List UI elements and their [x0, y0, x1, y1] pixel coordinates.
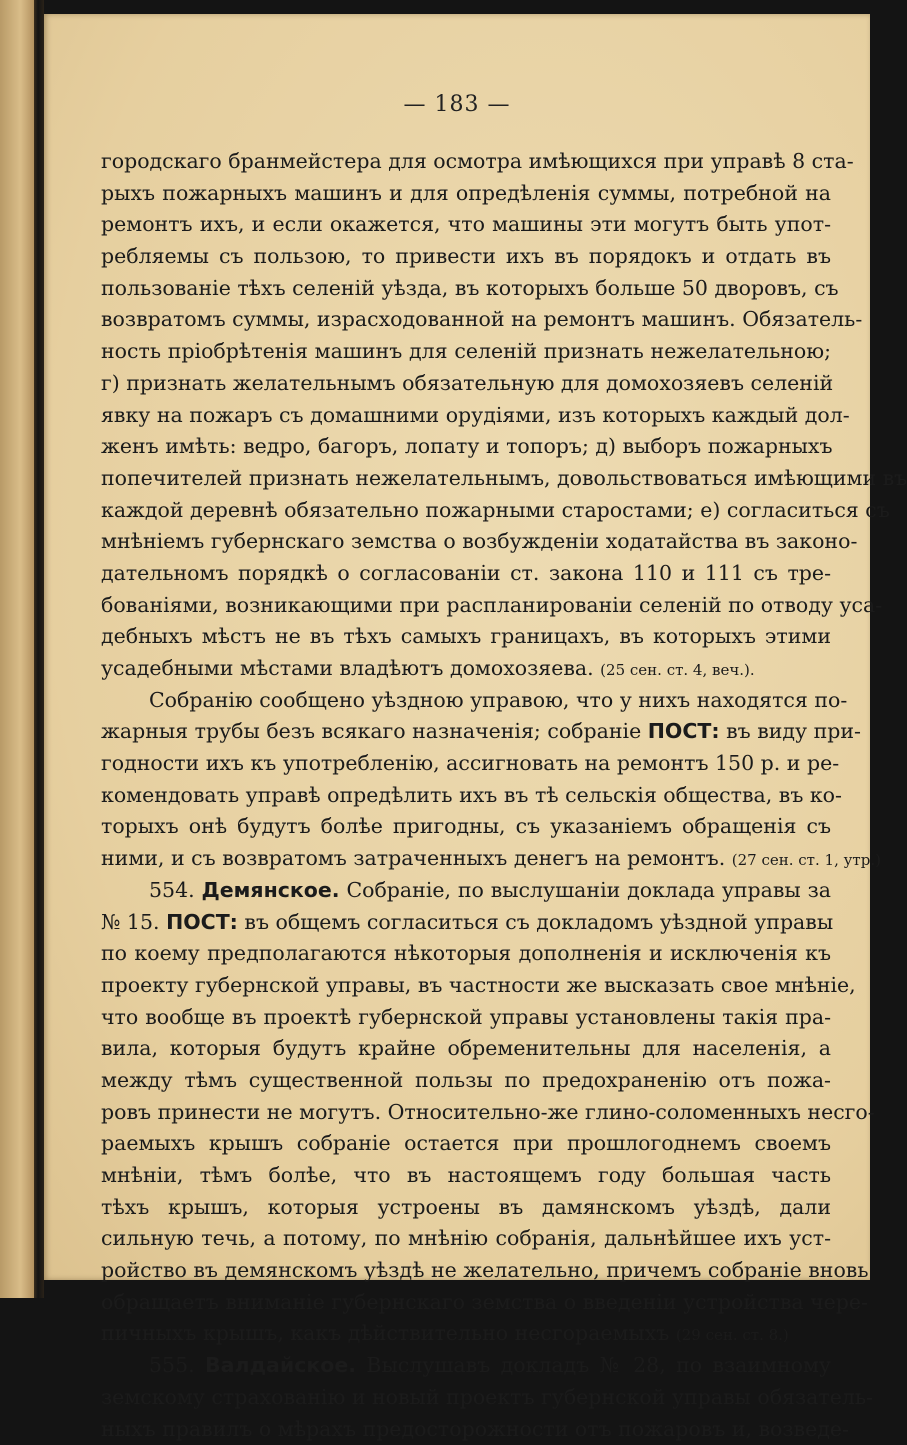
line-text: что вообще въ проектѣ губернской управы установлены такія пра-	[101, 1005, 831, 1029]
text-line	[101, 304, 831, 336]
line-text: годности ихъ къ употребленію, ассигновать на ремонтъ 150 р. и ре-	[101, 751, 839, 775]
line-text: Собраніе, по выслушаніи доклада управы за	[346, 878, 831, 902]
text-line	[101, 907, 831, 939]
text-line	[101, 653, 831, 685]
text-line	[101, 558, 831, 590]
session-reference: (25 сен. ст. 4, веч.).	[600, 661, 754, 679]
book-page	[44, 14, 870, 1280]
text-line	[101, 1318, 831, 1350]
line-text: дательномъ порядкѣ о согласованіи ст. закона 110 и 111 съ тре-	[101, 561, 831, 585]
text-line	[101, 1033, 831, 1065]
text-line	[101, 970, 831, 1002]
line-text: возвратомъ суммы, израсходованной на ремонтъ машинъ. Обязатель-	[101, 307, 862, 331]
line-text: ремонтъ ихъ, и если окажется, что машины эти могутъ быть упот-	[101, 212, 831, 236]
text-line	[101, 526, 831, 558]
text-line	[101, 273, 831, 305]
text-line	[101, 1350, 831, 1382]
line-text: бованіями, возникающими при распланированіи селеній по отводу уса-	[101, 593, 882, 617]
line-text: дебныхъ мѣстъ не въ тѣхъ самыхъ границахъ, въ которыхъ этими	[101, 624, 831, 648]
line-text: пользованіе тѣхъ селеній уѣзда, въ которыхъ больше 50 дворовъ, съ	[101, 276, 839, 300]
line-text: рыхъ пожарныхъ машинъ и для опредѣленія суммы, потребной на	[101, 181, 831, 205]
line-text: мнѣніемъ губернскаго земства о возбужденіи ходатайства въ законо-	[101, 529, 857, 553]
line-text: обращаетъ вниманіе губернскаго земства о введеніи устройства чере-	[101, 1290, 868, 1314]
text-line	[101, 463, 831, 495]
line-text: между тѣмъ существенной пользы по предохраненію отъ пожа-	[101, 1068, 831, 1092]
page-number: — 183 —	[44, 92, 870, 117]
session-reference: (29 сен. ст. 8.)	[676, 1326, 789, 1344]
text-line	[101, 938, 831, 970]
text-line	[101, 685, 831, 717]
text-line	[101, 590, 831, 622]
text-line	[101, 1287, 831, 1319]
text-line	[101, 336, 831, 368]
line-text: Выслушавъ докладъ № 28, по взаимному	[366, 1353, 831, 1377]
text-line	[101, 1065, 831, 1097]
line-text: комендовать управѣ опредѣлить ихъ въ тѣ сельскія общества, въ ко-	[101, 783, 842, 807]
line-text: торыхъ онѣ будутъ болѣе пригодны, съ указаніемъ обращенія съ	[101, 814, 831, 838]
line-text: 555.	[149, 1353, 195, 1377]
text-line	[101, 209, 831, 241]
line-text: ныхъ правилъ о мѣрахъ предосторожности отъ пожаровъ и, возведе-	[101, 1417, 849, 1441]
line-text: явку на пожаръ съ домашними орудіями, изъ которыхъ каждый дол-	[101, 403, 850, 427]
text-line	[101, 843, 831, 875]
text-line	[101, 875, 831, 907]
line-text: усадебными мѣстами владѣютъ домохозяева.	[101, 656, 594, 680]
text-line	[101, 1414, 831, 1445]
line-text: въ общемъ согласиться съ докладомъ уѣздной управы	[244, 910, 833, 934]
line-text: городскаго бранмейстера для осмотра имѣющихся при управѣ 8 ста-	[101, 149, 854, 173]
line-text: Собранію сообщено уѣздною управою, что у нихъ находятся по-	[149, 688, 847, 712]
line-text: попечителей признать нежелательнымъ, довольствоваться имѣющими въ	[101, 466, 907, 490]
line-text: вила, которыя будутъ крайне обременительны для населенія, а	[101, 1036, 831, 1060]
text-line	[101, 1160, 831, 1192]
line-text: № 15.	[101, 910, 160, 934]
bold-term: Валдайское.	[205, 1353, 356, 1377]
text-line	[101, 495, 831, 527]
book-gutter	[34, 0, 44, 1298]
line-text: жарныя трубы безъ всякаго назначенія; собраніе	[101, 719, 641, 743]
text-line	[101, 178, 831, 210]
line-text: ровъ принести не могутъ. Относительно-же глино-соломенныхъ несго-	[101, 1100, 875, 1124]
text-line	[101, 780, 831, 812]
page-text	[101, 146, 831, 1445]
text-line	[101, 1223, 831, 1255]
line-text: по коему предполагаются нѣкоторыя дополненія и исключенія къ	[101, 941, 831, 965]
text-line	[101, 1382, 831, 1414]
text-line	[101, 716, 831, 748]
text-line	[101, 748, 831, 780]
text-line	[101, 1192, 831, 1224]
text-line	[101, 1097, 831, 1129]
bold-term: Демянское.	[202, 878, 340, 902]
line-text: проекту губернской управы, въ частности же высказать свое мнѣніе,	[101, 973, 856, 997]
text-line	[101, 400, 831, 432]
line-text: земскому страхованію и новый проектъ губернской управы обязатель-	[101, 1385, 873, 1409]
line-text: пичныхъ крышъ, какъ дѣйствительно несгораемыхъ	[101, 1321, 669, 1345]
line-text: женъ имѣть: ведро, багоръ, лопату и топоръ; д) выборъ пожарныхъ	[101, 434, 833, 458]
text-line	[101, 1128, 831, 1160]
line-text: мнѣніи, тѣмъ болѣе, что въ настоящемъ году большая часть	[101, 1163, 831, 1187]
bold-term: ПОСТ:	[166, 910, 238, 934]
line-text: ройство въ демянскомъ уѣздѣ не желательно, причемъ собраніе вновь	[101, 1258, 869, 1282]
text-line	[101, 431, 831, 463]
text-line	[101, 1002, 831, 1034]
text-line	[101, 811, 831, 843]
bold-term: ПОСТ:	[648, 719, 720, 743]
text-line	[101, 146, 831, 178]
line-text: г) признать желательнымъ обязательную для домохозяевъ селеній	[101, 371, 833, 395]
text-line	[101, 368, 831, 400]
line-text: каждой деревнѣ обязательно пожарными старостами; е) согласиться съ	[101, 498, 890, 522]
line-text: тѣхъ крышъ, которыя устроены въ дамянскомъ уѣздѣ, дали	[101, 1195, 831, 1219]
session-reference: (27 сен. ст. 1, утр.)	[732, 851, 881, 869]
line-text: ребляемы съ пользою, то привести ихъ въ порядокъ и отдать въ	[101, 244, 831, 268]
line-text: сильную течь, а потому, по мнѣнію собранія, дальнѣйшее ихъ уст-	[101, 1226, 831, 1250]
line-text: 554.	[149, 878, 195, 902]
text-line	[101, 1255, 831, 1287]
text-line	[101, 621, 831, 653]
text-line	[101, 241, 831, 273]
line-text: раемыхъ крышъ собраніе остается при прошлогоднемъ своемъ	[101, 1131, 831, 1155]
line-text: ность пріобрѣтенія машинъ для селеній признать нежелательною;	[101, 339, 831, 363]
line-text: ними, и съ возвратомъ затраченныхъ денегъ на ремонтъ.	[101, 846, 725, 870]
line-text: въ виду при-	[726, 719, 861, 743]
left-page-edge	[0, 0, 34, 1298]
